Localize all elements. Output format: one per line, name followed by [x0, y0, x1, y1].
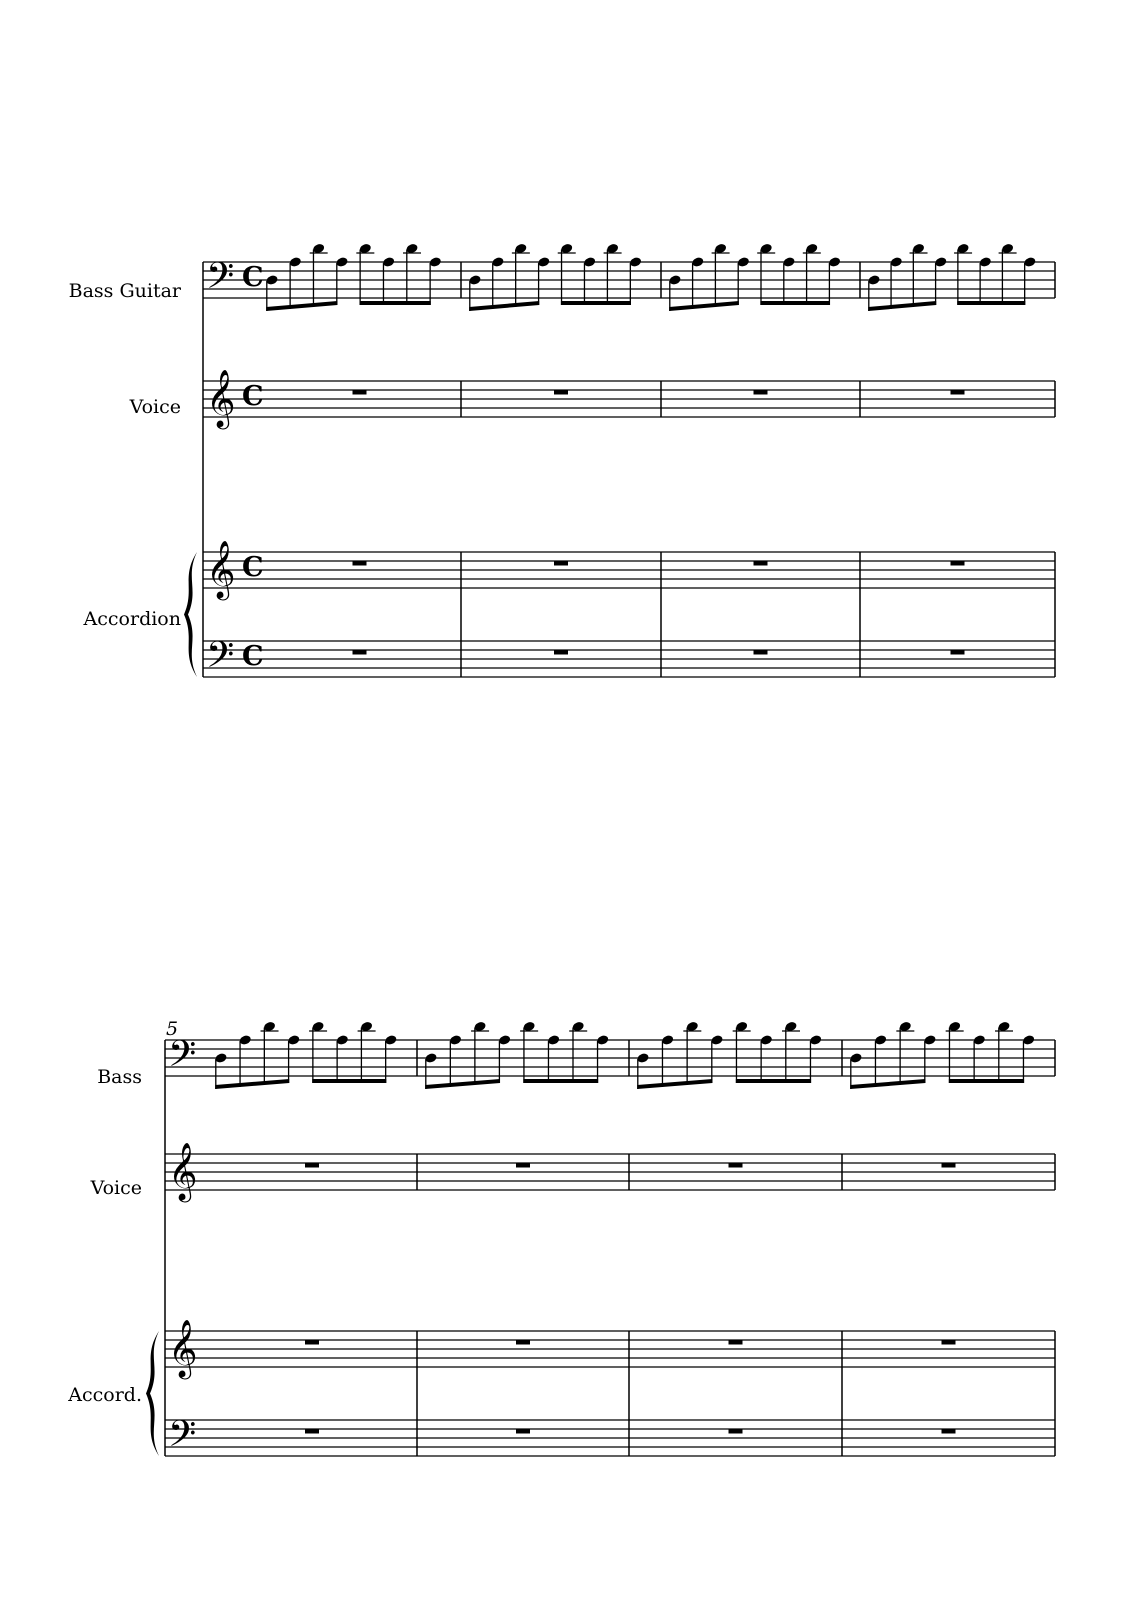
- treble-clef-icon: 𝄞: [168, 1319, 198, 1377]
- whole-rest: [516, 1163, 530, 1168]
- whole-rest: [516, 1340, 530, 1345]
- whole-rest: [554, 561, 568, 566]
- staff-label-bass-guitar: Bass Guitar: [68, 280, 181, 302]
- beam: [266, 301, 337, 311]
- beam: [360, 301, 431, 305]
- beam: [523, 1079, 598, 1083]
- measure-number: 5: [166, 1018, 179, 1040]
- treble-clef-icon: 𝄞: [168, 1142, 198, 1200]
- staff-bass: [165, 1040, 1055, 1076]
- whole-rest: [305, 1340, 319, 1345]
- beam: [425, 1079, 500, 1089]
- accordion-brace: [146, 1331, 159, 1456]
- beam: [949, 1079, 1024, 1083]
- treble-clef-icon: 𝄞: [206, 540, 236, 598]
- bass-clef-icon: 𝄢: [168, 1413, 197, 1464]
- measure-3: [636, 1021, 822, 1434]
- staff-accordion-right: [203, 552, 1055, 588]
- whole-rest: [554, 390, 568, 395]
- staff-label-bass: Bass: [97, 1066, 142, 1088]
- whole-rest: [554, 650, 568, 655]
- whole-rest: [729, 1429, 743, 1434]
- treble-clef-icon: 𝄞: [206, 369, 236, 427]
- bass-clef-icon: 𝄢: [206, 255, 235, 306]
- beam: [868, 301, 936, 311]
- staff-accordion-left: [203, 641, 1055, 677]
- staff-voice: [165, 1154, 1055, 1190]
- time-signature: C: [242, 262, 264, 293]
- whole-rest: [353, 561, 367, 566]
- beam: [850, 1079, 925, 1089]
- whole-rest: [754, 650, 768, 655]
- system-1: [69, 243, 1055, 685]
- staff-label-accordion: Accord.: [68, 1384, 142, 1406]
- whole-rest: [951, 650, 965, 655]
- whole-rest: [305, 1429, 319, 1434]
- bass-clef-icon: 𝄢: [206, 634, 235, 685]
- whole-rest: [942, 1429, 956, 1434]
- beam: [760, 301, 830, 305]
- whole-rest: [516, 1429, 530, 1434]
- staff-label-voice: Voice: [90, 1177, 142, 1199]
- measure-2: [468, 243, 642, 655]
- whole-rest: [951, 390, 965, 395]
- accordion-brace: [184, 552, 197, 677]
- system-1-notation: [184, 243, 1055, 685]
- beam: [215, 1079, 289, 1089]
- beam: [736, 1079, 811, 1083]
- whole-rest: [353, 390, 367, 395]
- beam: [469, 301, 539, 311]
- measure-1: [214, 1021, 397, 1434]
- whole-rest: [951, 561, 965, 566]
- staff-accordion-right: [165, 1331, 1055, 1367]
- measure-3: [668, 243, 841, 655]
- time-signature: C: [242, 641, 264, 672]
- staff-label-voice: Voice: [129, 396, 181, 418]
- beam: [957, 301, 1025, 305]
- whole-rest: [942, 1340, 956, 1345]
- measure-4: [849, 1021, 1035, 1434]
- time-signature: C: [242, 552, 264, 583]
- staff-accordion-left: [165, 1420, 1055, 1456]
- whole-rest: [729, 1340, 743, 1345]
- staff-bass: [203, 262, 1055, 298]
- whole-rest: [754, 390, 768, 395]
- beam: [637, 1079, 712, 1089]
- system-2: [67, 1018, 1055, 1464]
- bass-clef-icon: 𝄢: [168, 1033, 197, 1084]
- measure-2: [424, 1021, 609, 1434]
- whole-rest: [353, 650, 367, 655]
- whole-rest: [942, 1163, 956, 1168]
- measure-1: [265, 243, 442, 655]
- whole-rest: [305, 1163, 319, 1168]
- system-2-notation: [146, 1021, 1055, 1464]
- whole-rest: [729, 1163, 743, 1168]
- staff-label-accordion: Accordion: [83, 608, 181, 630]
- measure-4: [867, 243, 1036, 655]
- time-signature: C: [242, 381, 264, 412]
- beam: [312, 1079, 386, 1083]
- whole-rest: [754, 561, 768, 566]
- beam: [561, 301, 631, 305]
- beam: [669, 301, 739, 311]
- staff-voice: [203, 381, 1055, 417]
